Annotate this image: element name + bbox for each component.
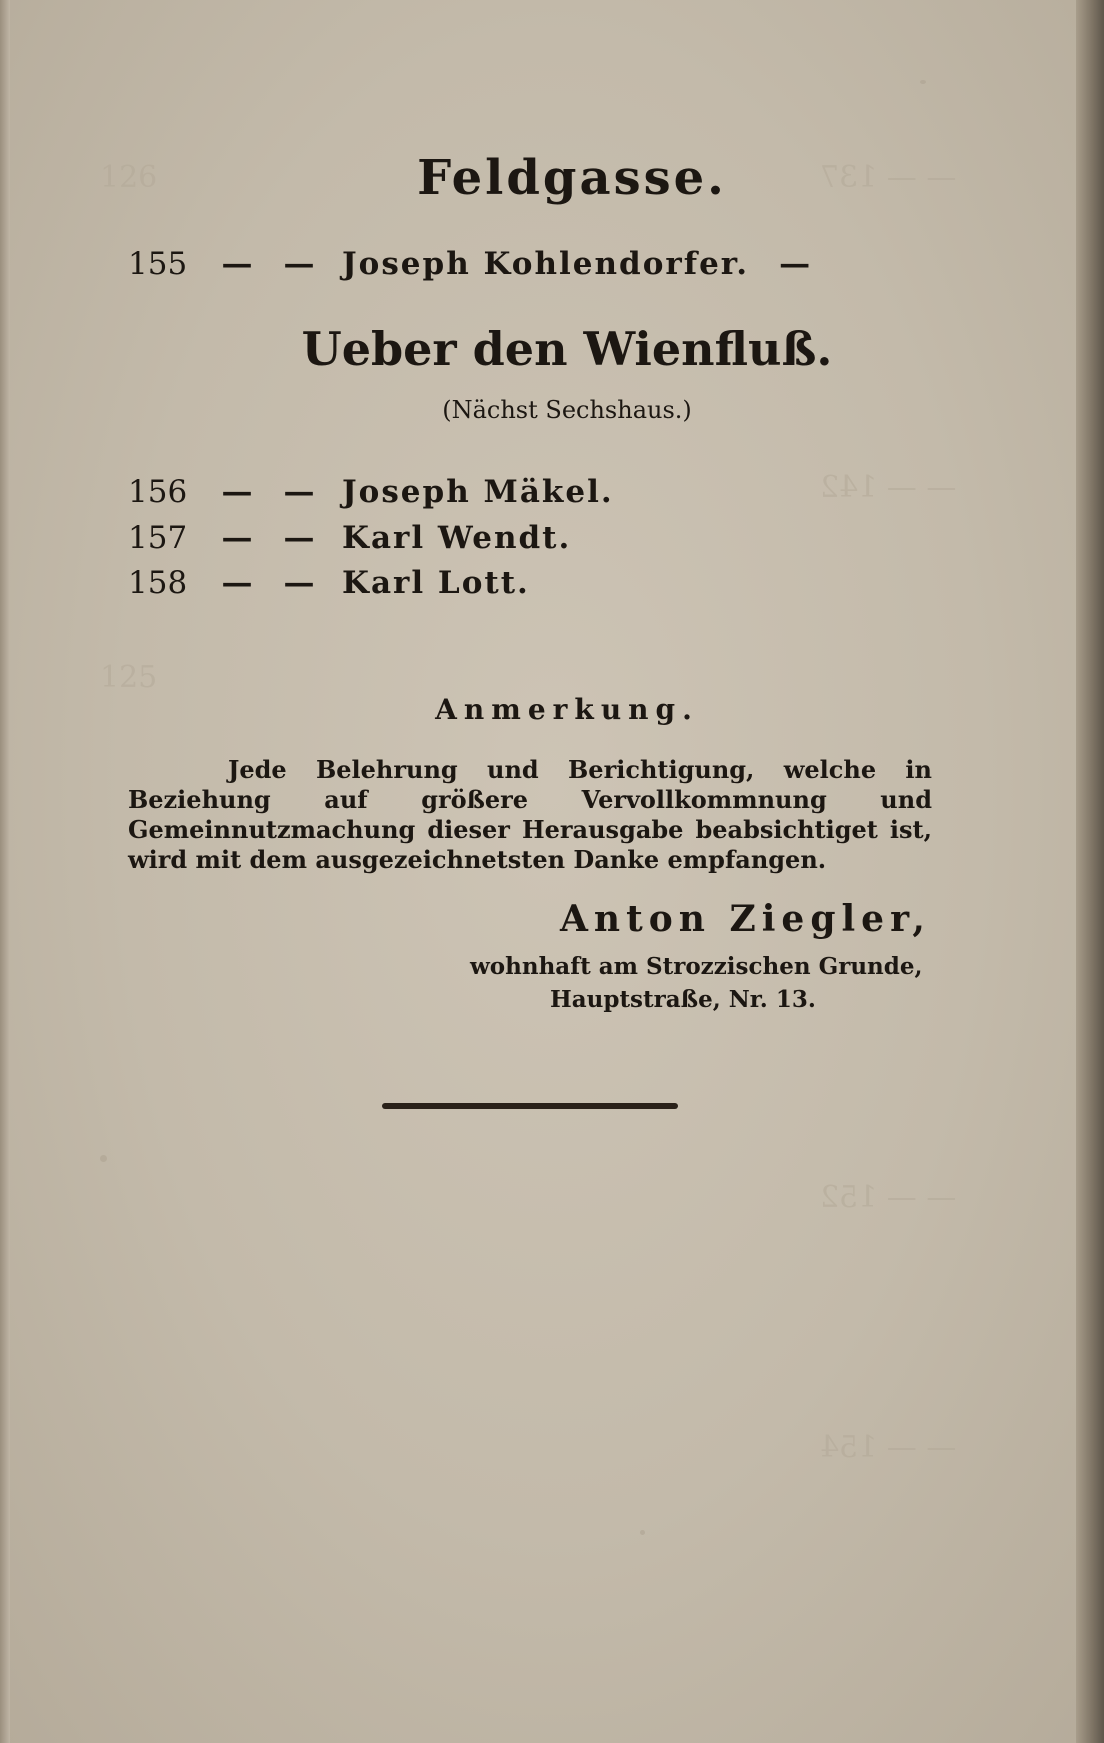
entry-row [128,246,810,290]
entry-dash: — [221,565,253,601]
entry-number: 157 [128,520,188,556]
paper-spot [640,1530,645,1535]
note-title: Anmerkung. [435,693,699,726]
section-heading-feldgasse: Feldgasse. [417,150,727,206]
entry-dash: — [283,246,315,282]
entry-dash: — [221,474,253,510]
bleed-through-mark: — — 152 [820,1180,957,1215]
bleed-through-mark: — — 154 [820,1430,957,1465]
page-edge-right [1076,0,1104,1743]
entry-dash: — [221,520,253,556]
bleed-through-mark: — — 142 [820,470,957,505]
address-line-1: wohnhaft am Strozzischen Grunde, [470,953,923,980]
entry-dash: — [283,565,315,601]
page-edge-left [0,0,10,1743]
note-paragraph: Jede Belehrung und Berichtigung, welche in Beziehung auf größere Vervollkommnung und Gemeinnutzmachung dieser Herausgabe beabsichtiget ist, wird mit dem ausgezeichnetsten Danke empfangen. [128,755,932,874]
entry-name: Joseph Mäkel. [342,474,614,510]
entry-dash: — [283,474,315,510]
address-line-2: Hauptstraße, Nr. 13. [550,986,816,1013]
entry-name: Joseph Kohlendorfer. [342,246,750,282]
entry-row [128,474,614,518]
bleed-through-mark: 125 [100,660,158,695]
entry-number: 156 [128,474,188,510]
entry-row [128,520,571,564]
paper-spot [920,80,926,84]
closing-rule [382,1103,678,1109]
entry-name: Karl Lott. [342,565,530,601]
entry-row [128,565,530,609]
entry-number: 158 [128,565,188,601]
author-address [470,950,940,1016]
author-name: Anton Ziegler, [560,898,931,940]
entry-number: 155 [128,246,188,282]
paper-spot [100,1155,107,1162]
entry-dash: — [221,246,253,282]
bleed-through-mark: — — 137 [820,160,957,195]
entry-trailing-dash: — [779,246,811,282]
entry-name: Karl Wendt. [342,520,572,556]
bleed-through-mark: 126 [100,160,158,195]
section-heading-wienfluss: Ueber den Wienfluß. [301,322,833,376]
entry-dash: — [283,520,315,556]
section-subheading: (Nächst Sechshaus.) [442,396,692,424]
